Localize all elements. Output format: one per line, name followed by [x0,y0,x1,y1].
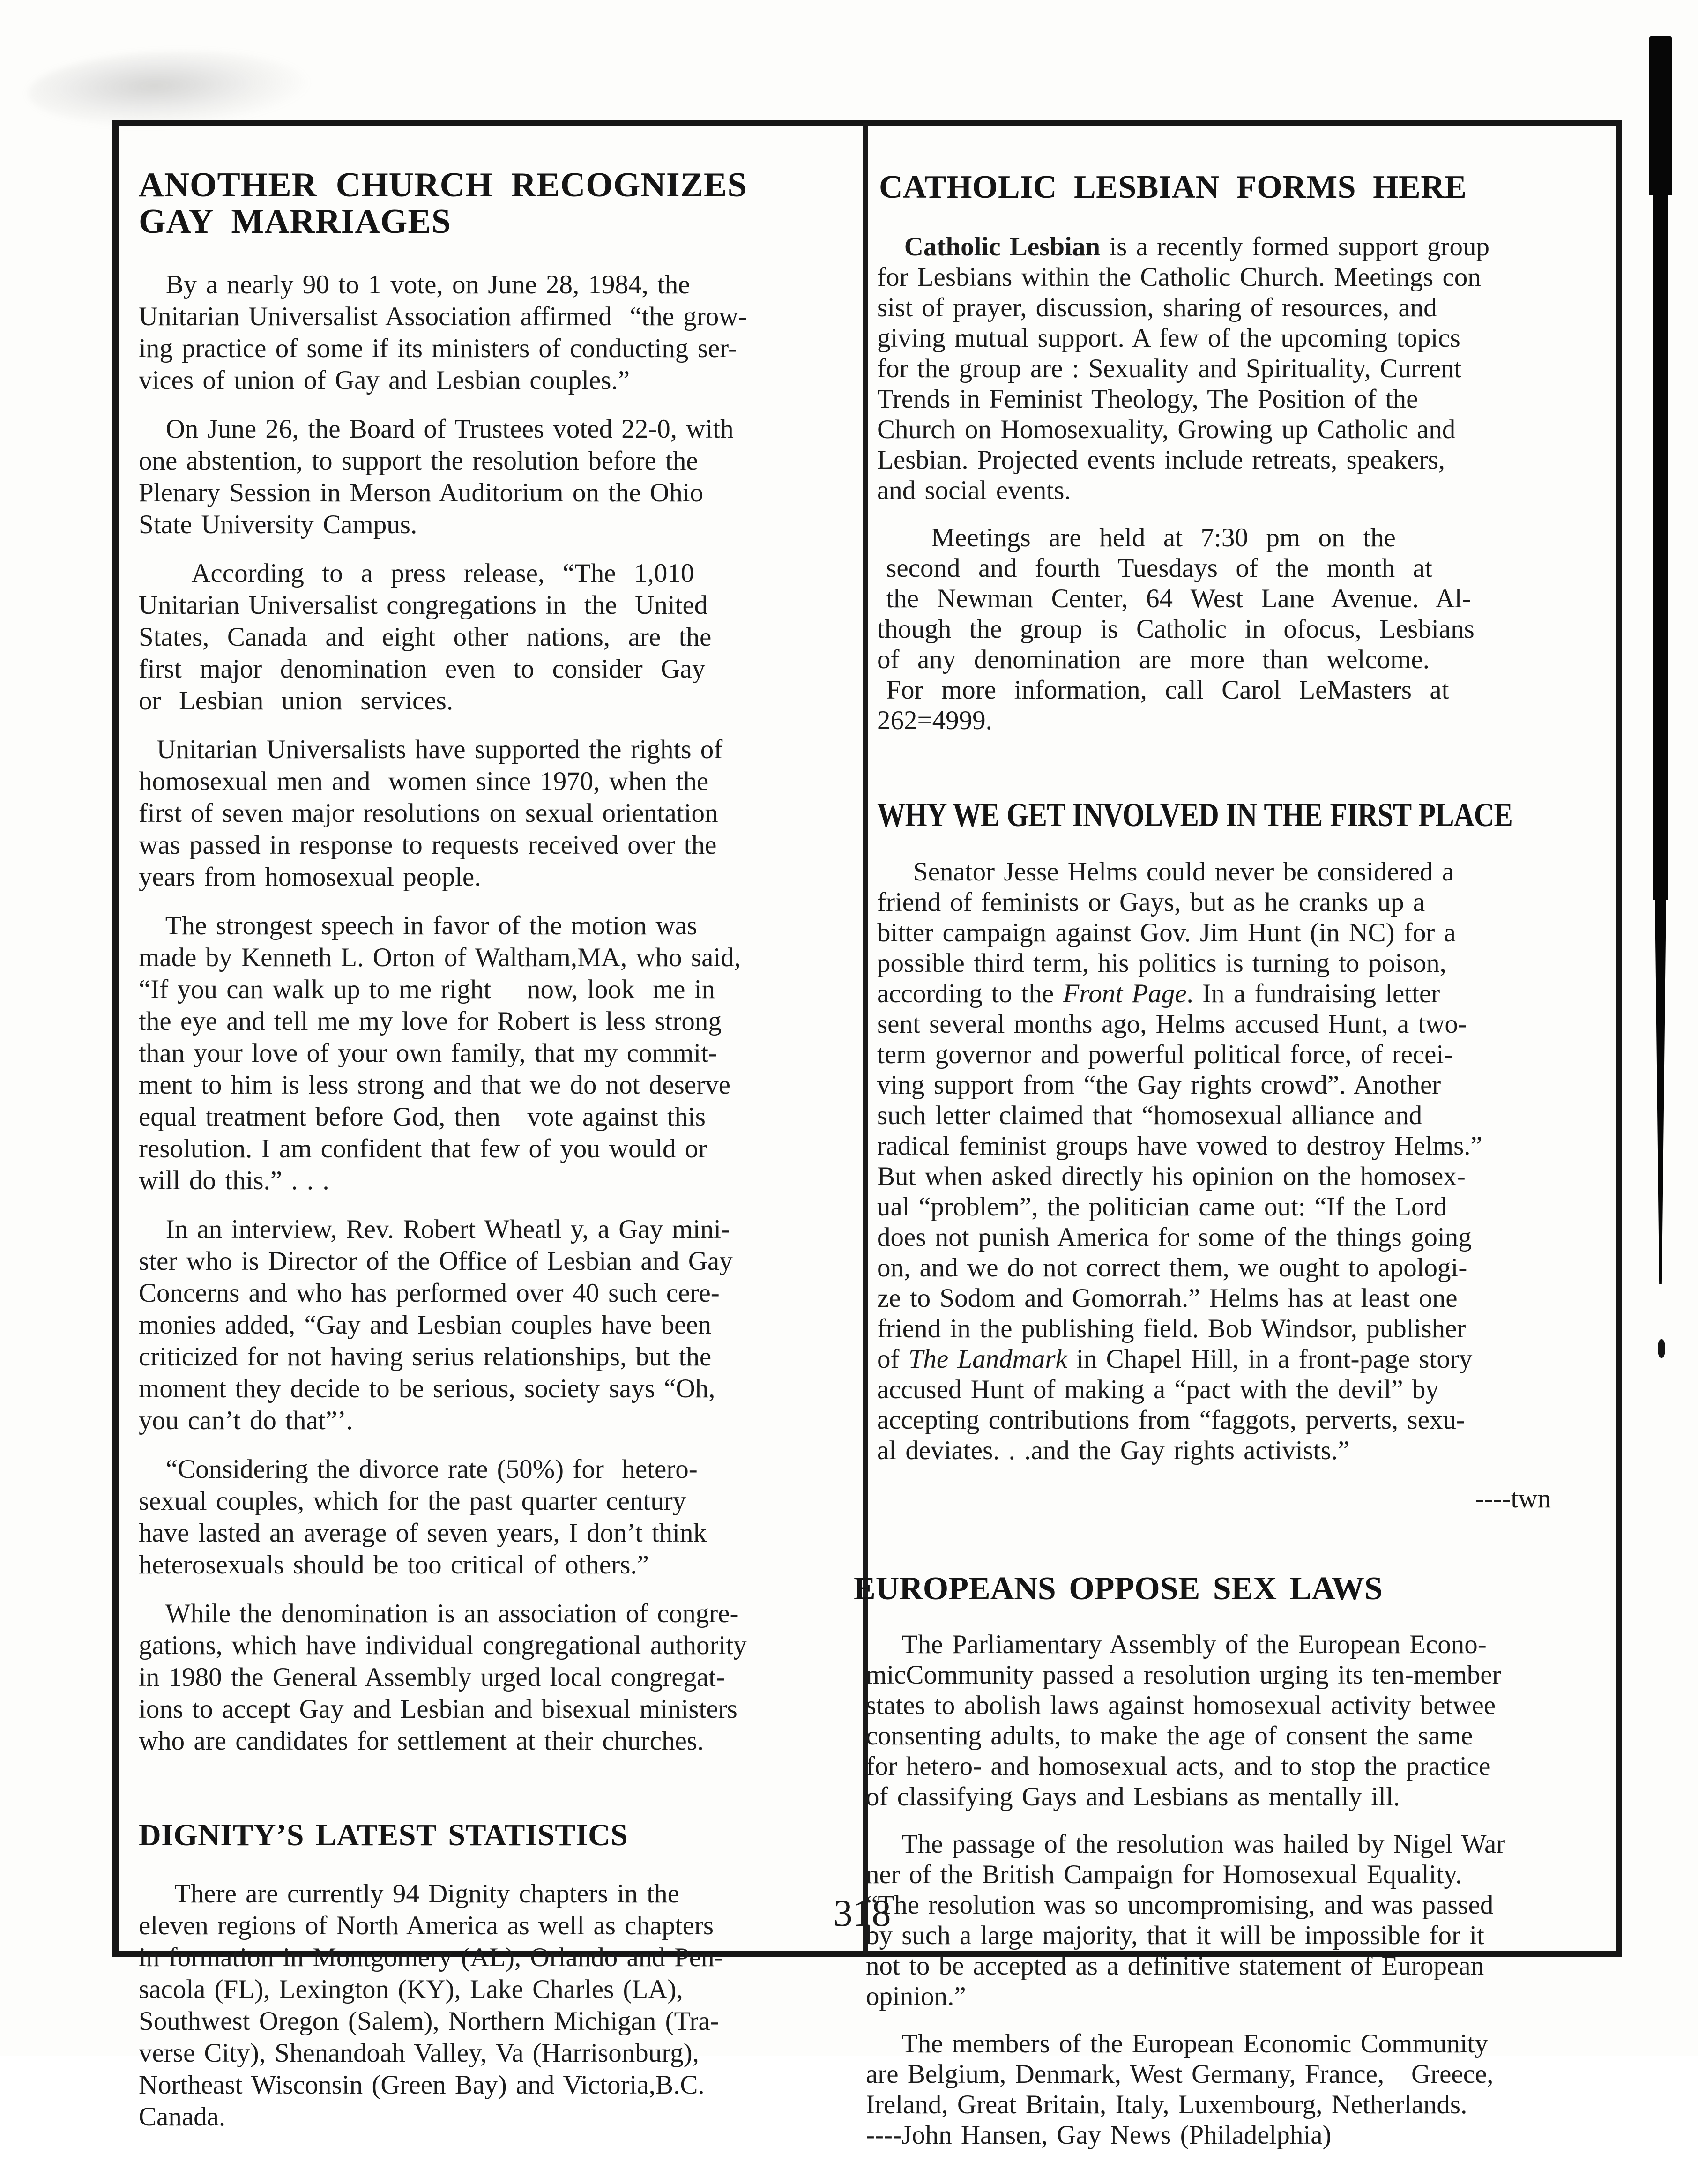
scan-artifact-bar-tail [1655,895,1666,1284]
article-catholic-lesbian-forms-here [877,153,1616,753]
headline-europeans-oppose-sex-laws: EUROPEANS OPPOSE SEX LAWS [854,1571,1383,1607]
scan-smudge-top-left [27,47,310,132]
headline-dignitys-latest-statistics: DIGNITY’S LATEST STATISTICS [139,1818,628,1852]
left-column [139,133,847,2132]
paragraph: Meetings are held at 7:30 pm on the second and fourth Tuesdays of the month at the Newman Center, 64 West Lane Avenue. Al- though the group is Catholic in ofocus, Lesbians of any denomination are more than welcome. For more information, call Carol LeMasters at 262=4999. [877,523,1475,735]
paragraph: The strongest speech in favor of the motion was made by Kenneth L. Orton of Waltham,MA, who said, “If you can walk up to me right now, look me in the eye and tell me my love for Robert is less strong than your love of your own family, that my commit- ment to him is less strong and that we do not deserve equal treatment before God, then vote against this resolution. I am confident that few of you would or will do this.” . . . [139,911,741,1195]
paragraph: By a nearly 90 to 1 vote, on June 28, 1984, the Unitarian Universalist Association affirmed “the grow- ing practice of some if its ministers of conducting ser- vices of union of Gay and Lesbian couples.” [139,270,747,395]
scan-artifact-bar-middle [1653,187,1668,900]
headline-why-we-get-involved [877,797,1616,833]
attribution-twn: ----twn [1475,1484,1551,1513]
scan-artifact-speck [1658,1339,1665,1358]
paragraph: The Parliamentary Assembly of the European Econo- micCommunity passed a resolution urging its ten-member states to abolish laws against homosexual activity betwee consenting adults, to make the age of consent the same for hetero- and homosexual acts, and to stop the practice of classifying Gays and Lesbians as mentally ill. [866,1630,1501,1811]
article-why-we-get-involved [877,769,1616,1531]
paragraph: The members of the European Economic Community are Belgium, Denmark, West Germany, France, Greece, Ireland, Great Britain, Italy, Luxembourg, Netherlands. ----John Hansen, Gay News (Philadelphia) [866,2029,1494,2150]
scan-artifact-bar-top [1649,36,1672,195]
paragraph: On June 26, the Board of Trustees voted 22-0, with one abstention, to support the resolution before the Plenary Session in Merson Auditorium on the Ohio State University Campus. [139,414,734,539]
paragraph: In an interview, Rev. Robert Wheatl y, a Gay mini- ster who is Director of the Office of Lesbian and Gay Concerns and who has performed over 40 such cere- monies added, “Gay and Lesbian couples have been criticized for not having serius relationships, but the moment they decide to be serious, society says “Oh, you can’t do that”’. [139,1215,733,1435]
paragraph: According to a press release, “The 1,010 Unitarian Universalist congregations in the United States, Canada and eight other nations, are the first major denomination even to consider Gay or Lesbian union services. [139,559,712,716]
article-dignitys-latest-statistics [139,1791,847,2150]
paragraph: “Considering the divorce rate (50%) for hetero- sexual couples, which for the past quarter century have lasted an average of seven years, I don’t think heterosexuals should be too critical of others.” [139,1454,707,1580]
paragraph: There are currently 94 Dignity chapters in the eleven regions of North America as well as chapters in formation in Montgomery (AL), Orlando and Pen- sacola (FL), Lexington (KY), Lake Charles (LA), Southwest Oregon (Salem), Northern Michigan (Tra- verse City), Shenandoah Valley, Va (Harrisonburg), Northeast Wisconsin (Green Bay) and Victoria,B.C. Canada. [139,1879,723,2132]
paragraph: The passage of the resolution was hailed by Nigel War ner of the British Campaign for Homosexual Equality. “The resolution was so uncompromising, and was passed by such a large majority, that it will be impossible for it not to be accepted as a definitive statement of European opinion.” [866,1829,1505,2011]
headline-catholic-lesbian-forms-here: CATHOLIC LESBIAN FORMS HERE [879,169,1467,205]
article-another-church-recognizes-gay-marriages [139,150,847,1774]
headline-why-we-get-involved-text: WHY WE GET INVOLVED IN THE FIRST PLACE [877,796,1513,834]
paragraph: Catholic Lesbian is a recently formed support group for Lesbians within the Catholic Church. Meetings con sist of prayer, discussion, sharing of resources, and giving mutual support. A few of the upcoming topics for the group are : Sexuality and Spirituality, Current Trends in Feminist Theology, The Position of the Church on Homosexuality, Growing up Catholic and Lesbian. Projected events include retreats, speakers, and social events. [877,232,1490,505]
page-number: 318 [833,1892,891,1934]
headline-another-church-recognizes-gay-marriages: ANOTHER CHURCH RECOGNIZES GAY MARRIAGES [139,166,747,241]
paragraph: Senator Jesse Helms could never be considered a friend of feminists or Gays, but as he cranks up a bitter campaign against Gov. Jim Hunt (in NC) for a possible third term, his politics is turning to poison, according to the Front Page. In a fundraising letter sent several months ago, Helms accused Hunt, a two- term governor and powerful political force, of recei- ving support from “the Gay rights crowd”. Another such letter claimed that “homosexual alliance and radical feminist groups have vowed to destroy Helms.” But when asked directly his opinion on the homosex- ual “problem”, the politician came out: “If the Lord does not punish America for some of the things going on, and we do not correct them, we ought to apologi- ze to Sodom and Gomorrah.” Helms has at least one friend in the publishing field. Bob Windsor, publisher of The Landmark in Chapel Hill, in a front-page story accused Hunt of making a “pact with the devil” by accepting contributions from “faggots, perverts, sexu- al deviates. . .and the Gay rights activists.” [877,857,1482,1465]
paragraph: While the denomination is an association of congre- gations, which have individual congregational authority in 1980 the General Assembly urged local congregat- ions to accept Gay and Lesbian and bisexual ministers who are candidates for settlement at their churches. [139,1599,747,1756]
paragraph: Unitarian Universalists have supported the rights of homosexual men and women since 1970, when the first of seven major resolutions on sexual orientation was passed in response to requests received over the years from homosexual people. [139,735,723,892]
